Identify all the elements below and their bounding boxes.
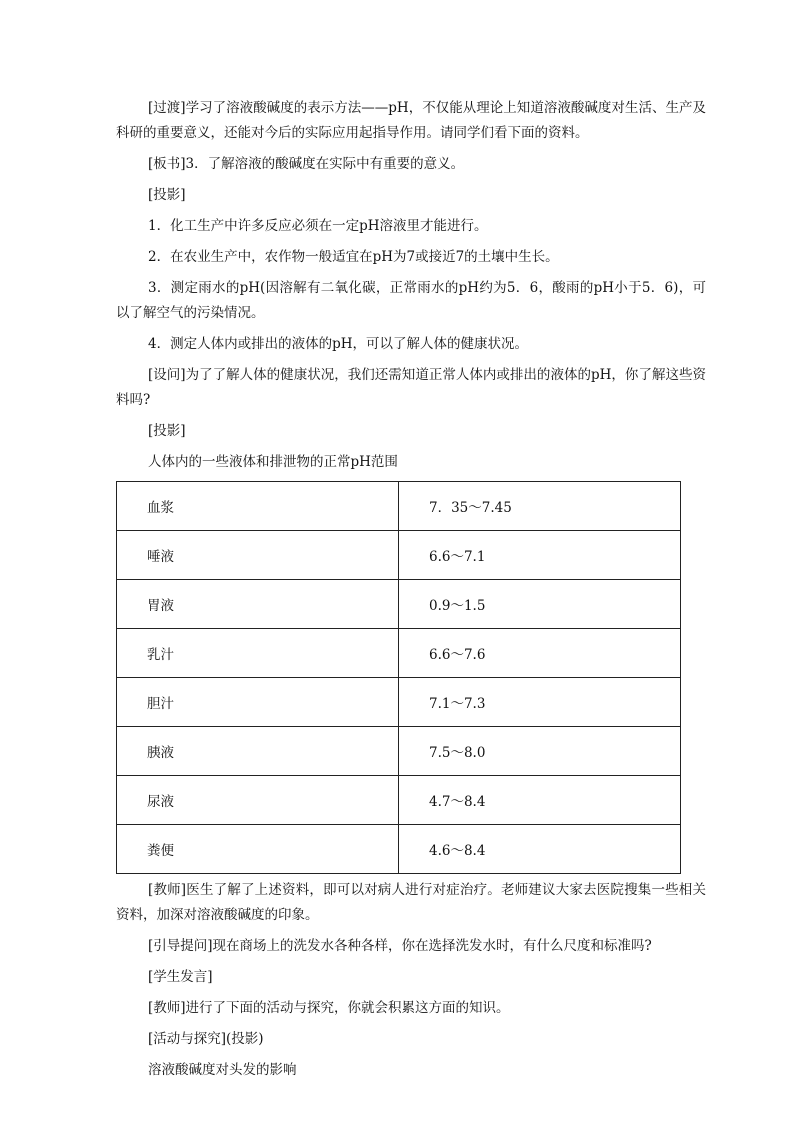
fluid-name-cell: 乳汁 [117, 629, 399, 678]
ph-range-cell: 7．35～7.45 [399, 482, 681, 531]
paragraph: [活动与探究](投影) [148, 1031, 264, 1047]
table-row [117, 580, 681, 629]
paragraph: [教师]进行了下面的活动与探究，你就会积累这方面的知识。 [148, 1000, 510, 1016]
fluid-name-cell: 血浆 [117, 482, 399, 531]
ph-range-cell: 6.6～7.1 [399, 531, 681, 580]
paragraph: [投影] [148, 187, 186, 203]
ph-range-cell: 6.6～7.6 [399, 629, 681, 678]
table-row [117, 825, 681, 874]
fluid-name-cell: 胆汁 [117, 678, 399, 727]
paragraph: 1．化工生产中许多反应必须在一定pH溶液里才能进行。 [148, 218, 488, 234]
intro-section [116, 96, 706, 475]
ph-range-cell: 4.7～8.4 [399, 776, 681, 825]
closing-section [116, 878, 706, 1083]
paragraph: 溶液酸碱度对头发的影响 [148, 1062, 297, 1078]
ph-range-table [116, 481, 681, 874]
paragraph: [学生发言] [148, 969, 213, 985]
paragraph: [设问]为了了解人体的健康状况，我们还需知道正常人体内或排出的液体的pH，你了解这些资料吗? [116, 367, 706, 408]
ph-range-cell: 4.6～8.4 [399, 825, 681, 874]
table-row [117, 727, 681, 776]
paragraph: [引导提问]现在商场上的洗发水各种各样，你在选择洗发水时，有什么尺度和标准吗? [148, 938, 652, 954]
paragraph: [板书]3．了解溶液的酸碱度在实际中有重要的意义。 [148, 156, 465, 172]
ph-range-cell: 7.5～8.0 [399, 727, 681, 776]
fluid-name-cell: 尿液 [117, 776, 399, 825]
paragraph: [过渡]学习了溶液酸碱度的表示方法——pH，不仅能从理论上知道溶液酸碱度对生活、生产及科研的重要意义，还能对今后的实际应用起指导作用。请同学们看下面的资料。 [116, 100, 706, 141]
paragraph: [教师]医生了解了上述资料，即可以对病人进行对症治疗。老师建议大家去医院搜集一些相关资料，加深对溶液酸碱度的印象。 [116, 882, 706, 923]
paragraph: 2．在农业生产中，农作物一般适宜在pH为7或接近7的土壤中生长。 [148, 249, 559, 265]
ph-range-cell: 0.9～1.5 [399, 580, 681, 629]
paragraph: [投影] [148, 423, 186, 439]
paragraph: 人体内的一些液体和排泄物的正常pH范围 [148, 454, 398, 470]
ph-range-cell: 7.1～7.3 [399, 678, 681, 727]
fluid-name-cell: 胃液 [117, 580, 399, 629]
table-row [117, 678, 681, 727]
fluid-name-cell: 胰液 [117, 727, 399, 776]
table-row [117, 776, 681, 825]
table-row [117, 531, 681, 580]
paragraph: 3．测定雨水的pH(因溶解有二氧化碳，正常雨水的pH约为5．6，酸雨的pH小于5．6)，可以了解空气的污染情况。 [116, 280, 706, 321]
fluid-name-cell: 唾液 [117, 531, 399, 580]
table-row [117, 629, 681, 678]
table-row [117, 482, 681, 531]
document-page [116, 96, 706, 1089]
paragraph: 4．测定人体内或排出的液体的pH，可以了解人体的健康状况。 [148, 336, 529, 352]
fluid-name-cell: 粪便 [117, 825, 399, 874]
